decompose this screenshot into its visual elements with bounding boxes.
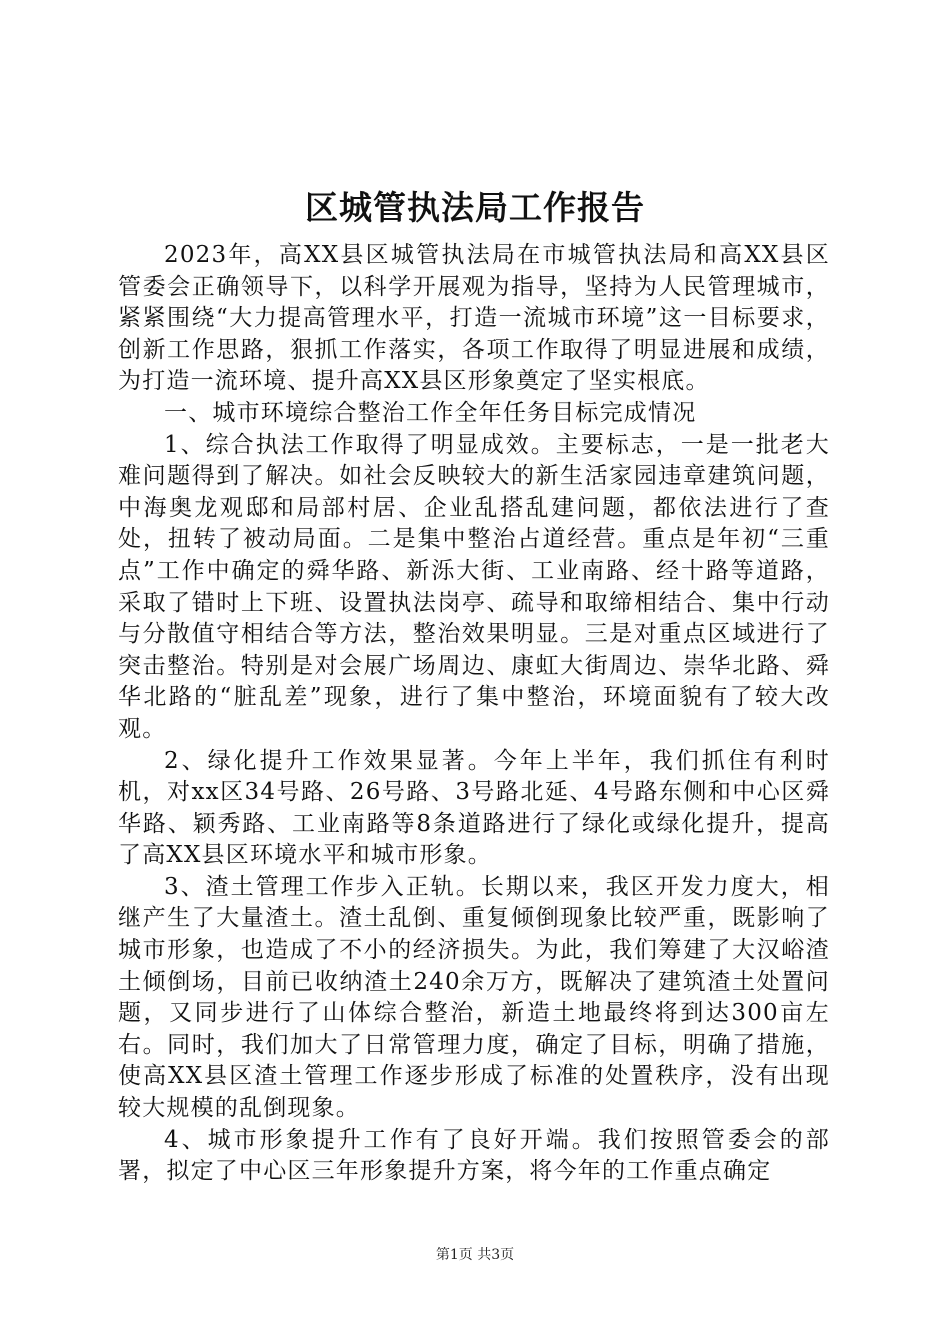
- page-footer: 第1页 共3页: [435, 1247, 515, 1263]
- intro-paragraph: 2023年，高XX县区城管执法局在市城管执法局和高XX县区管委会正确领导下，以科学开展观为指导，坚持为人民管理城市，紧紧围绕“大力提高管理水平，打造一流城市环境”这一目标要求，创新工作思路，狠抓工作落实，各项工作取得了明显进展和成绩，为打造一流环境、提升高XX县区形象奠定了坚实根底。: [118, 242, 830, 395]
- paragraph-enforcement: 1、综合执法工作取得了明显成效。主要标志，一是一批老大难问题得到了解决。如社会反映较大的新生活家园违章建筑问题，中海奥龙观邸和局部村居、企业乱搭乱建问题，都依法进行了查处，扭转了被动局面。二是集中整治占道经营。重点是年初“三重点”工作中确定的舜华路、新泺大街、工业南路、经十路等道路，采取了错时上下班、设置执法岗亭、疏导和取缔相结合、集中行动与分散值守相结合等方法，整治效果明显。三是对重点区域进行了突击整治。特别是对会展广场周边、康虹大街周边、崇华北路、舜华北路的“脏乱差”现象，进行了集中整治，环境面貌有了较大改观。: [118, 431, 830, 742]
- paragraph-muck-management: 3、渣土管理工作步入正轨。长期以来，我区开发力度大，相继产生了大量渣土。渣土乱倒、重复倾倒现象比较严重，既影响了城市形象，也造成了不小的经济损失。为此，我们筹建了大汉峪渣土倾倒场，目前已收纳渣土240余万方，既解决了建筑渣土处置问题，又同步进行了山体综合整治，新造土地最终将到达300亩左右。同时，我们加大了日常管理力度，确定了目标，明确了措施，使高XX县区渣土管理工作逐步形成了标准的处置秩序，没有出现较大规模的乱倒现象。: [118, 873, 830, 1122]
- document-body: [118, 240, 830, 1188]
- paragraph-image-improvement: 4、城市形象提升工作有了良好开端。我们按照管委会的部署，拟定了中心区三年形象提升方案，将今年的工作重点确定: [118, 1126, 830, 1185]
- document-title: 区城管执法局工作报告: [305, 188, 645, 227]
- section-heading: 一、城市环境综合整治工作全年任务目标完成情况: [164, 399, 697, 426]
- paragraph-greening: 2、绿化提升工作效果显著。今年上半年，我们抓住有利时机，对xx区34号路、26号路、3号路北延、4号路东侧和中心区舜华路、颖秀路、工业南路等8条道路进行了绿化或绿化提升，提高了高XX县区环境水平和城市形象。: [118, 747, 830, 869]
